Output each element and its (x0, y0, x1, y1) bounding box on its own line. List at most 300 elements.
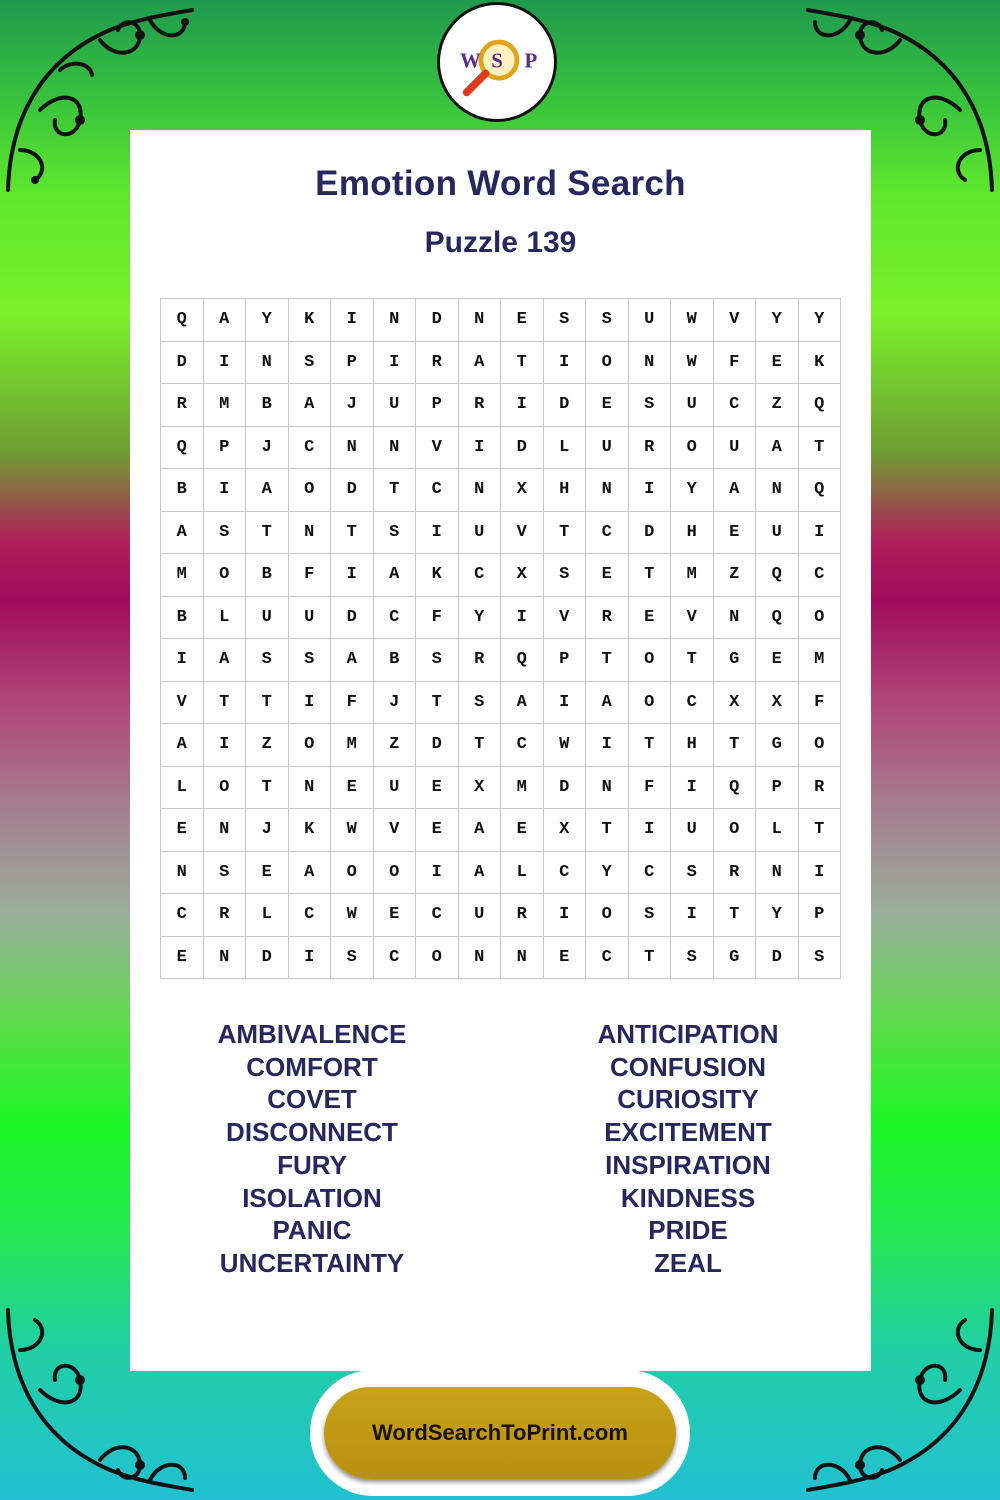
grid-cell[interactable]: O (288, 724, 331, 767)
grid-cell[interactable]: R (628, 426, 671, 469)
grid-cell[interactable]: T (246, 511, 289, 554)
grid-cell[interactable]: U (671, 809, 714, 852)
grid-cell[interactable]: S (203, 851, 246, 894)
grid-cell[interactable]: B (246, 384, 289, 427)
puzzle-number: Puzzle 139 (424, 226, 577, 259)
grid-cell[interactable]: S (458, 681, 501, 724)
grid-cell[interactable]: M (671, 554, 714, 597)
grid-cell[interactable]: S (543, 299, 586, 342)
grid-cell[interactable]: A (458, 809, 501, 852)
grid-cell[interactable]: E (586, 554, 629, 597)
grid-cell[interactable]: F (288, 554, 331, 597)
grid-cell[interactable]: I (671, 766, 714, 809)
grid-cell[interactable]: T (671, 639, 714, 682)
page-title: Emotion Word Search (315, 164, 686, 203)
grid-cell[interactable]: F (416, 596, 459, 639)
grid-cell[interactable]: G (713, 936, 756, 979)
grid-cell[interactable]: S (671, 936, 714, 979)
grid-cell[interactable]: B (161, 469, 204, 512)
grid-cell[interactable]: Y (756, 894, 799, 937)
grid-cell[interactable]: O (671, 426, 714, 469)
grid-cell[interactable]: Q (798, 384, 841, 427)
word-list-left-column (162, 1018, 462, 1280)
grid-cell[interactable]: N (161, 851, 204, 894)
grid-cell[interactable]: D (416, 299, 459, 342)
grid-cell[interactable]: C (458, 554, 501, 597)
grid-cell[interactable]: I (161, 639, 204, 682)
grid-cell[interactable]: I (543, 681, 586, 724)
grid-cell[interactable]: Z (713, 554, 756, 597)
grid-cell[interactable]: H (671, 511, 714, 554)
grid-cell[interactable]: O (586, 894, 629, 937)
grid-row (161, 681, 841, 724)
grid-cell[interactable]: I (331, 299, 374, 342)
grid-row (161, 766, 841, 809)
grid-cell[interactable]: A (331, 639, 374, 682)
grid-cell[interactable]: U (458, 511, 501, 554)
grid-cell[interactable]: E (161, 936, 204, 979)
grid-cell[interactable]: T (628, 724, 671, 767)
grid-cell[interactable]: A (713, 469, 756, 512)
grid-cell[interactable]: V (671, 596, 714, 639)
grid-cell[interactable]: Z (373, 724, 416, 767)
grid-cell[interactable]: R (458, 639, 501, 682)
grid-cell[interactable]: C (671, 681, 714, 724)
logo-letter-p: P (524, 48, 538, 73)
grid-cell[interactable]: F (628, 766, 671, 809)
grid-cell[interactable]: S (416, 639, 459, 682)
word-item: PANIC (272, 1215, 352, 1246)
grid-cell[interactable]: S (543, 554, 586, 597)
grid-cell[interactable]: F (713, 341, 756, 384)
grid-cell[interactable]: P (331, 341, 374, 384)
grid-cell[interactable]: N (373, 426, 416, 469)
grid-cell[interactable]: N (756, 851, 799, 894)
grid-cell[interactable]: N (586, 469, 629, 512)
grid-cell[interactable]: W (331, 894, 374, 937)
grid-cell[interactable]: D (543, 766, 586, 809)
grid-cell[interactable]: T (416, 681, 459, 724)
grid-cell[interactable]: D (501, 426, 544, 469)
grid-cell[interactable]: I (501, 384, 544, 427)
grid-cell[interactable]: E (501, 299, 544, 342)
grid-cell[interactable]: I (543, 341, 586, 384)
grid-cell[interactable]: I (331, 554, 374, 597)
grid-cell[interactable]: U (373, 384, 416, 427)
grid-cell[interactable]: W (331, 809, 374, 852)
website-link-button[interactable] (324, 1387, 676, 1479)
grid-cell[interactable]: X (543, 809, 586, 852)
grid-cell[interactable]: O (586, 341, 629, 384)
grid-cell[interactable]: O (416, 936, 459, 979)
grid-cell[interactable]: S (288, 341, 331, 384)
grid-cell[interactable]: E (331, 766, 374, 809)
grid-cell[interactable]: D (416, 724, 459, 767)
grid-cell[interactable]: P (203, 426, 246, 469)
grid-cell[interactable]: C (798, 554, 841, 597)
grid-cell[interactable]: Q (798, 469, 841, 512)
grid-cell[interactable]: C (373, 596, 416, 639)
grid-row (161, 299, 841, 342)
grid-cell[interactable]: K (798, 341, 841, 384)
grid-cell[interactable]: V (161, 681, 204, 724)
puzzle-panel (130, 130, 871, 1371)
grid-cell[interactable]: W (543, 724, 586, 767)
grid-cell[interactable]: O (628, 681, 671, 724)
word-item: CURIOSITY (617, 1084, 759, 1115)
grid-cell[interactable]: O (798, 724, 841, 767)
grid-row (161, 639, 841, 682)
grid-cell[interactable]: D (246, 936, 289, 979)
grid-cell[interactable]: T (331, 511, 374, 554)
grid-cell[interactable]: L (501, 851, 544, 894)
grid-cell[interactable]: A (756, 426, 799, 469)
grid-cell[interactable]: E (756, 341, 799, 384)
grid-cell[interactable]: I (203, 469, 246, 512)
grid-cell[interactable]: I (416, 511, 459, 554)
grid-cell[interactable]: T (543, 511, 586, 554)
word-item: INSPIRATION (605, 1149, 771, 1180)
grid-cell[interactable]: J (331, 384, 374, 427)
grid-cell[interactable]: D (543, 384, 586, 427)
grid-cell[interactable]: T (586, 809, 629, 852)
grid-cell[interactable]: K (288, 299, 331, 342)
grid-cell[interactable]: C (501, 724, 544, 767)
grid-cell[interactable]: C (416, 894, 459, 937)
grid-cell[interactable]: C (543, 851, 586, 894)
grid-cell[interactable]: A (161, 724, 204, 767)
grid-cell[interactable]: I (671, 894, 714, 937)
grid-cell[interactable]: I (501, 596, 544, 639)
grid-row (161, 809, 841, 852)
grid-row (161, 341, 841, 384)
grid-cell[interactable]: U (628, 299, 671, 342)
grid-cell[interactable]: I (373, 341, 416, 384)
grid-cell[interactable]: L (756, 809, 799, 852)
grid-cell[interactable]: U (246, 596, 289, 639)
grid-cell[interactable]: Y (246, 299, 289, 342)
grid-cell[interactable]: U (713, 426, 756, 469)
word-item: COVET (267, 1084, 357, 1115)
grid-cell[interactable]: T (586, 639, 629, 682)
grid-cell[interactable]: T (798, 809, 841, 852)
grid-cell[interactable]: T (458, 724, 501, 767)
grid-cell[interactable]: Y (458, 596, 501, 639)
grid-cell[interactable]: B (161, 596, 204, 639)
word-item: UNCERTAINTY (219, 1247, 405, 1278)
grid-cell[interactable]: Z (246, 724, 289, 767)
grid-cell[interactable]: R (458, 384, 501, 427)
grid-cell[interactable]: A (161, 511, 204, 554)
grid-cell[interactable]: X (458, 766, 501, 809)
grid-cell[interactable]: I (586, 724, 629, 767)
grid-cell[interactable]: E (416, 809, 459, 852)
grid-cell[interactable]: A (458, 851, 501, 894)
grid-cell[interactable]: C (586, 936, 629, 979)
word-item: EXCITEMENT (604, 1117, 772, 1148)
grid-cell[interactable]: O (713, 809, 756, 852)
grid-cell[interactable]: C (628, 851, 671, 894)
word-item: CONFUSION (610, 1051, 766, 1082)
grid-cell[interactable]: E (586, 384, 629, 427)
grid-cell[interactable]: Q (756, 554, 799, 597)
grid-cell[interactable]: C (373, 936, 416, 979)
word-item: AMBIVALENCE (217, 1019, 407, 1049)
grid-cell[interactable]: N (756, 469, 799, 512)
grid-row (161, 384, 841, 427)
grid-cell[interactable]: K (416, 554, 459, 597)
grid-cell[interactable]: I (203, 724, 246, 767)
grid-cell[interactable]: N (458, 299, 501, 342)
grid-cell[interactable]: V (416, 426, 459, 469)
grid-cell[interactable]: X (756, 681, 799, 724)
grid-cell[interactable]: E (161, 809, 204, 852)
grid-cell[interactable]: T (628, 936, 671, 979)
grid-cell[interactable]: I (798, 511, 841, 554)
grid-cell[interactable]: J (246, 426, 289, 469)
grid-cell[interactable]: S (203, 511, 246, 554)
grid-cell[interactable]: Y (586, 851, 629, 894)
website-link-label: WordSearchToPrint.com (372, 1420, 628, 1445)
grid-cell[interactable]: K (288, 809, 331, 852)
word-item: DISCONNECT (226, 1117, 398, 1148)
grid-cell[interactable]: M (161, 554, 204, 597)
grid-cell[interactable]: U (586, 426, 629, 469)
grid-cell[interactable]: X (501, 554, 544, 597)
grid-cell[interactable]: T (713, 724, 756, 767)
word-item: KINDNESS (620, 1182, 756, 1213)
grid-cell[interactable]: P (416, 384, 459, 427)
grid-cell[interactable]: N (246, 341, 289, 384)
grid-cell[interactable]: I (543, 894, 586, 937)
grid-cell[interactable]: V (373, 809, 416, 852)
grid-cell[interactable]: N (713, 596, 756, 639)
grid-row (161, 894, 841, 937)
word-list-right-column (538, 1018, 838, 1280)
grid-cell[interactable]: C (288, 426, 331, 469)
grid-row (161, 426, 841, 469)
grid-cell[interactable]: X (501, 469, 544, 512)
letter-grid (160, 298, 841, 979)
grid-cell[interactable]: L (161, 766, 204, 809)
grid-cell[interactable]: D (331, 596, 374, 639)
grid-cell[interactable]: Q (756, 596, 799, 639)
grid-row (161, 596, 841, 639)
magnifier-handle-icon (467, 73, 486, 92)
grid-cell[interactable]: C (288, 894, 331, 937)
grid-cell[interactable]: N (458, 469, 501, 512)
grid-cell[interactable]: A (501, 681, 544, 724)
grid-cell[interactable]: H (671, 724, 714, 767)
grid-cell[interactable]: N (288, 511, 331, 554)
grid-cell[interactable]: O (288, 469, 331, 512)
grid-cell[interactable]: L (203, 596, 246, 639)
grid-cell[interactable]: J (246, 809, 289, 852)
grid-cell[interactable]: Q (161, 426, 204, 469)
grid-cell[interactable]: R (713, 851, 756, 894)
grid-cell[interactable]: E (373, 894, 416, 937)
grid-cell[interactable]: N (501, 936, 544, 979)
grid-cell[interactable]: O (203, 766, 246, 809)
wsp-logo[interactable] (437, 2, 557, 122)
grid-cell[interactable]: D (628, 511, 671, 554)
grid-cell[interactable]: H (543, 469, 586, 512)
grid-cell[interactable]: M (203, 384, 246, 427)
grid-row (161, 724, 841, 767)
grid-cell[interactable]: F (331, 681, 374, 724)
grid-cell[interactable]: B (373, 639, 416, 682)
grid-cell[interactable]: I (288, 681, 331, 724)
grid-cell[interactable]: A (373, 554, 416, 597)
logo-letter-w: W (459, 48, 481, 73)
grid-cell[interactable]: S (288, 639, 331, 682)
grid-cell[interactable]: C (586, 511, 629, 554)
grid-cell[interactable]: N (203, 809, 246, 852)
grid-cell[interactable]: U (671, 384, 714, 427)
grid-cell[interactable]: A (203, 639, 246, 682)
grid-cell[interactable]: M (501, 766, 544, 809)
grid-cell[interactable]: C (416, 469, 459, 512)
grid-cell[interactable]: D (331, 469, 374, 512)
grid-row (161, 851, 841, 894)
grid-cell[interactable]: A (203, 299, 246, 342)
grid-cell[interactable]: E (713, 511, 756, 554)
grid-cell[interactable]: W (671, 299, 714, 342)
grid-cell[interactable]: A (288, 384, 331, 427)
grid-cell[interactable]: I (416, 851, 459, 894)
grid-cell[interactable]: J (373, 681, 416, 724)
grid-cell[interactable]: U (288, 596, 331, 639)
grid-cell[interactable]: N (586, 766, 629, 809)
grid-cell[interactable]: N (203, 936, 246, 979)
grid-cell[interactable]: E (628, 596, 671, 639)
grid-cell[interactable]: N (373, 299, 416, 342)
grid-cell[interactable]: F (798, 681, 841, 724)
grid-cell[interactable]: U (756, 511, 799, 554)
grid-cell[interactable]: M (331, 724, 374, 767)
word-item: FURY (277, 1149, 347, 1180)
grid-cell[interactable]: O (373, 851, 416, 894)
grid-cell[interactable]: Q (501, 639, 544, 682)
grid-cell[interactable]: S (671, 851, 714, 894)
grid-cell[interactable]: I (798, 851, 841, 894)
grid-cell[interactable]: T (246, 681, 289, 724)
grid-cell[interactable]: U (458, 894, 501, 937)
grid-cell[interactable]: P (543, 639, 586, 682)
grid-cell[interactable]: E (416, 766, 459, 809)
grid-cell[interactable]: E (756, 639, 799, 682)
grid-cell[interactable]: N (288, 766, 331, 809)
grid-cell[interactable]: I (288, 936, 331, 979)
grid-cell[interactable]: R (161, 384, 204, 427)
grid-cell[interactable]: T (798, 426, 841, 469)
grid-cell[interactable]: O (798, 596, 841, 639)
grid-cell[interactable]: A (246, 469, 289, 512)
grid-cell[interactable]: R (203, 894, 246, 937)
grid-cell[interactable]: T (501, 341, 544, 384)
grid-cell[interactable]: D (756, 936, 799, 979)
grid-cell[interactable]: D (161, 341, 204, 384)
grid-cell[interactable]: A (288, 851, 331, 894)
grid-cell[interactable]: Q (713, 766, 756, 809)
grid-cell[interactable]: B (246, 554, 289, 597)
grid-cell[interactable]: R (501, 894, 544, 937)
grid-cell[interactable]: P (798, 894, 841, 937)
grid-cell[interactable]: T (203, 681, 246, 724)
word-item: PRIDE (648, 1215, 728, 1246)
grid-cell[interactable]: T (713, 894, 756, 937)
grid-cell[interactable]: S (628, 384, 671, 427)
grid-cell[interactable]: C (713, 384, 756, 427)
grid-cell[interactable]: S (246, 639, 289, 682)
grid-cell[interactable]: T (246, 766, 289, 809)
grid-cell[interactable]: W (671, 341, 714, 384)
grid-cell[interactable]: E (501, 809, 544, 852)
grid-cell[interactable]: I (628, 809, 671, 852)
grid-cell[interactable]: S (798, 936, 841, 979)
grid-cell[interactable]: Y (671, 469, 714, 512)
grid-cell[interactable]: N (628, 341, 671, 384)
grid-cell[interactable]: R (798, 766, 841, 809)
grid-cell[interactable]: I (628, 469, 671, 512)
grid-cell[interactable]: V (543, 596, 586, 639)
grid-cell[interactable]: Z (756, 384, 799, 427)
grid-cell[interactable]: O (331, 851, 374, 894)
grid-cell[interactable]: A (458, 341, 501, 384)
grid-cell[interactable]: I (203, 341, 246, 384)
grid-cell[interactable]: Q (161, 299, 204, 342)
grid-cell[interactable]: M (798, 639, 841, 682)
grid-cell[interactable]: L (246, 894, 289, 937)
grid-row (161, 936, 841, 979)
word-item: COMFORT (246, 1051, 378, 1082)
grid-cell[interactable]: N (458, 936, 501, 979)
grid-cell[interactable]: T (373, 469, 416, 512)
grid-cell[interactable]: Y (798, 299, 841, 342)
grid-cell[interactable]: S (628, 894, 671, 937)
grid-cell[interactable]: T (628, 554, 671, 597)
grid-cell[interactable]: V (501, 511, 544, 554)
grid-cell[interactable]: A (586, 681, 629, 724)
word-item: ZEAL (654, 1247, 722, 1278)
grid-cell[interactable]: C (161, 894, 204, 937)
grid-row (161, 469, 841, 512)
grid-row (161, 554, 841, 597)
grid-row (161, 511, 841, 554)
grid-cell[interactable]: S (586, 299, 629, 342)
grid-cell[interactable]: I (458, 426, 501, 469)
grid-cell[interactable]: E (246, 851, 289, 894)
grid-cell[interactable]: S (331, 936, 374, 979)
grid-cell[interactable]: S (373, 511, 416, 554)
grid-cell[interactable]: G (756, 724, 799, 767)
grid-cell[interactable]: O (628, 639, 671, 682)
grid-cell[interactable]: U (373, 766, 416, 809)
logo-letter-s: S (491, 48, 503, 73)
grid-cell[interactable]: P (756, 766, 799, 809)
grid-cell[interactable]: N (331, 426, 374, 469)
grid-cell[interactable]: O (203, 554, 246, 597)
word-item: ANTICIPATION (597, 1019, 779, 1049)
grid-cell[interactable]: V (713, 299, 756, 342)
grid-cell[interactable]: X (713, 681, 756, 724)
grid-cell[interactable]: R (586, 596, 629, 639)
grid-cell[interactable]: L (543, 426, 586, 469)
grid-cell[interactable]: G (713, 639, 756, 682)
grid-cell[interactable]: Y (756, 299, 799, 342)
grid-cell[interactable]: E (543, 936, 586, 979)
grid-cell[interactable]: R (416, 341, 459, 384)
